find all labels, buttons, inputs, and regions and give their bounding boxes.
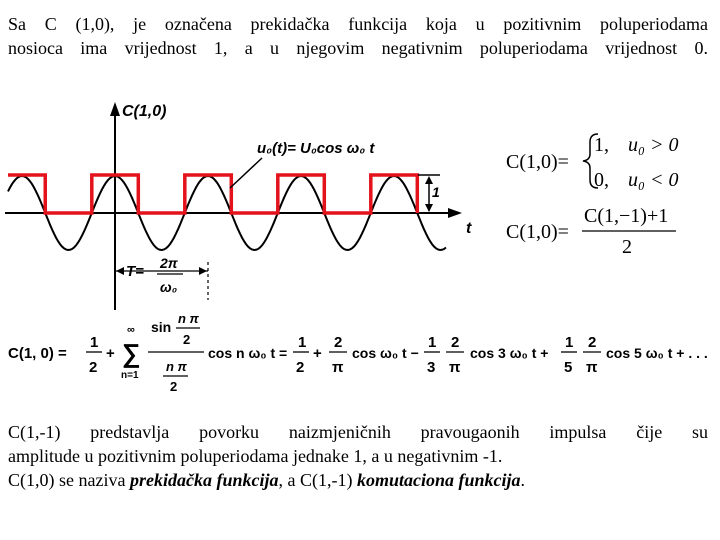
relation-numerator: C(1,−1)+1 [584, 205, 669, 227]
intro-line-1: Sa C (1,0), je označena prekidačka funkcija koja u pozitivnim poluperiodama [8, 14, 708, 34]
sin-arg-num: n π [178, 311, 199, 326]
coef5-a-num: 1 [565, 334, 574, 351]
outro-line-2: amplitude u pozitivnim poluperiodama jednake 1, a u negativnim -1. [8, 446, 503, 466]
term-komutaciona: komutaciona funkcija [356, 470, 521, 490]
outro-line-1: C(1,-1) predstavlja povorku naizmjeničnih pravougaonih impulsa čije su [8, 422, 708, 442]
period-numerator: 2π [160, 255, 178, 271]
term1: cos ω₀ t − [352, 345, 419, 361]
term-prekidacka: prekidačka funkcija [129, 470, 279, 490]
relation-lhs: C(1,0)= [506, 221, 569, 243]
time-axis-arrow [448, 208, 462, 218]
case1-value: 1, [594, 134, 609, 156]
relation-denominator: 2 [622, 236, 632, 258]
relation-formula [506, 205, 676, 258]
series-half-num-2: 1 [298, 334, 307, 351]
case1-condition: u₀ > 0 [628, 134, 679, 156]
cos-n-term: cos n ω₀ t = [208, 345, 288, 361]
coef3-a-den: 3 [427, 359, 436, 376]
outro-line-3-e: . [520, 470, 525, 490]
amplitude-arrow-up [425, 176, 433, 184]
series-half-den-2: 2 [296, 359, 305, 376]
piecewise-definition [506, 134, 678, 191]
sum-bottom: n=1 [121, 370, 139, 381]
plus-sign-1: + [106, 345, 115, 362]
sin-word: sin [151, 319, 172, 335]
series-half-den: 2 [89, 359, 98, 376]
plus-sign-2: + [313, 345, 322, 362]
amplitude-label: 1 [432, 184, 440, 200]
coef1-num: 2 [334, 334, 343, 351]
coef3-b-den: π [449, 359, 461, 376]
case2-condition: u₀ < 0 [628, 169, 679, 191]
pulse-train [8, 175, 417, 213]
coef3-a-num: 1 [428, 334, 437, 351]
sum-symbol: ∑ [122, 338, 141, 368]
waveform-figure [5, 102, 472, 310]
y-axis-arrow [110, 102, 120, 116]
sum-top: ∞ [127, 324, 135, 336]
period-denominator: ω₀ [160, 279, 178, 295]
outro-line-3-c: , a C(1,-1) [278, 470, 357, 490]
carrier-label: u₀(t)= U₀cos ω₀ t [257, 140, 375, 157]
y-axis-label: C(1,0) [122, 103, 167, 120]
amplitude-arrow-down [425, 204, 433, 212]
sinc-den-num: n π [166, 359, 187, 374]
coef1-den: π [332, 359, 344, 376]
carrier-leader [230, 158, 262, 188]
outro-line-3 [8, 468, 708, 492]
sinc-den-den: 2 [170, 379, 178, 394]
term5: cos 5 ω₀ t + . . . [606, 345, 708, 361]
sin-arg-den: 2 [183, 332, 191, 347]
series-half-num: 1 [90, 334, 99, 351]
term3: cos 3 ω₀ t + [470, 345, 549, 361]
piecewise-lhs: C(1,0)= [506, 151, 569, 173]
case2-value: 0, [594, 169, 609, 191]
period-arrow-left [116, 267, 124, 275]
coef5-b-num: 2 [588, 334, 597, 351]
coef5-b-den: π [586, 359, 598, 376]
period-T-label: T= [126, 263, 144, 280]
coef3-b-num: 2 [451, 334, 460, 351]
intro-line-2: nosioca ima vrijednost 1, a u njegovim negativnim poluperiodama vrijednost 0. [8, 38, 708, 58]
series-lhs: C(1, 0) = [8, 345, 67, 362]
fourier-series [8, 311, 708, 394]
time-axis-label: t [466, 220, 472, 237]
outro-paragraph [8, 420, 708, 492]
period-arrow-right [199, 267, 207, 275]
outro-line-3-a: C(1,0) se naziva [8, 470, 130, 490]
coef5-a-den: 5 [564, 359, 573, 376]
